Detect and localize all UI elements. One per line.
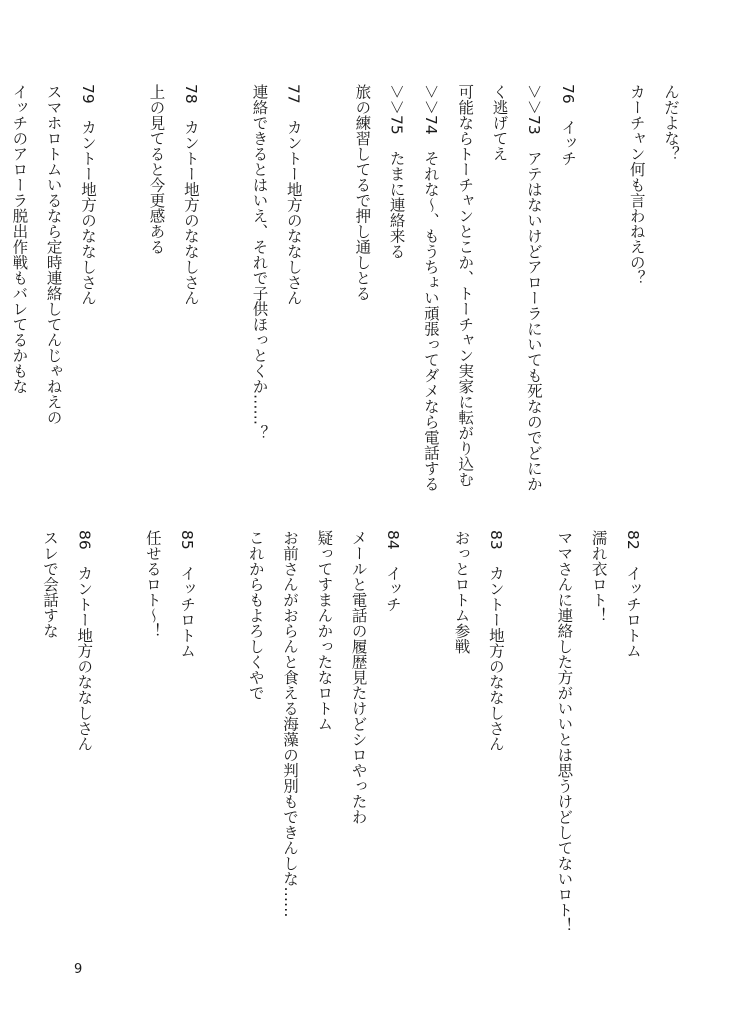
text-line: 可能ならトーチャンとこか、トーチャン実家に転がり込む — [456, 84, 475, 487]
text-line: スマホロトムいるなら定時連絡してんじゃねえの — [44, 84, 63, 425]
page-number: 9 — [74, 962, 83, 977]
text-line — [101, 530, 135, 950]
text-line: 83 カントー地方のななしさん — [486, 530, 505, 752]
text-line — [513, 530, 547, 950]
text-line: ＞＞75 たまに連絡来る — [387, 84, 406, 259]
text-line: 連絡できるとはいえ、それで子供ほっとくか……？ — [250, 84, 269, 441]
text-line: カーチャン何も言わねえの？ — [627, 84, 646, 286]
text-line — [410, 530, 444, 950]
text-line — [0, 530, 33, 950]
text-line — [105, 84, 139, 522]
text-line: おっとロトム参戦 — [452, 530, 471, 654]
text-line: メールと電話の履歴見たけどシロやったわ — [349, 530, 368, 825]
text-line: んだよな？ — [662, 84, 680, 162]
text-line: 旅の練習してるで押し通しとる — [353, 84, 372, 301]
text-line — [204, 530, 238, 950]
text-block-lower — [40, 530, 650, 950]
text-line: 86 カントー地方のななしさん — [75, 530, 94, 752]
text-line — [585, 84, 619, 522]
text-line: 85 イッチロトム — [178, 530, 197, 659]
text-line: 疑ってすまんかったなロトム — [315, 530, 334, 732]
text-line: 77 カントー地方のななしさん — [284, 84, 303, 306]
text-line: ＞＞74 それな〜、もうちょい頑張ってダメなら電話する — [421, 84, 440, 492]
text-line: これからもよろしくやで — [246, 530, 265, 701]
text-line: 任せるロト〜！ — [143, 530, 162, 639]
text-line: く逃げてえ — [490, 84, 509, 162]
text-line: ＞＞73 アテはないけどアローラにいても死なのでどにか — [524, 84, 543, 492]
text-line — [311, 84, 345, 522]
text-line: 78 カントー地方のななしさん — [181, 84, 200, 306]
text-line: 82 イッチロトム — [624, 530, 642, 659]
text-line: スレで会話すな — [40, 530, 59, 639]
text-line: イッチのアローラ脱出作戦もバレてるかもな — [10, 84, 29, 394]
text-line: 79 カントー地方のななしさん — [78, 84, 97, 306]
text-line: お前さんがおらんと食える海藻の判別もできんしな…… — [281, 530, 300, 918]
text-line: ママさんに連絡した方がいいとは思うけどしてないロト！ — [555, 530, 574, 933]
text-line: 上の見てると今更感ある — [147, 84, 166, 255]
text-block-upper — [10, 84, 688, 522]
text-line: 76 イッチ — [559, 84, 578, 166]
text-line — [208, 84, 242, 522]
text-line: 濡れ衣ロト！ — [589, 530, 608, 623]
text-line: 84 イッチ — [383, 530, 402, 612]
